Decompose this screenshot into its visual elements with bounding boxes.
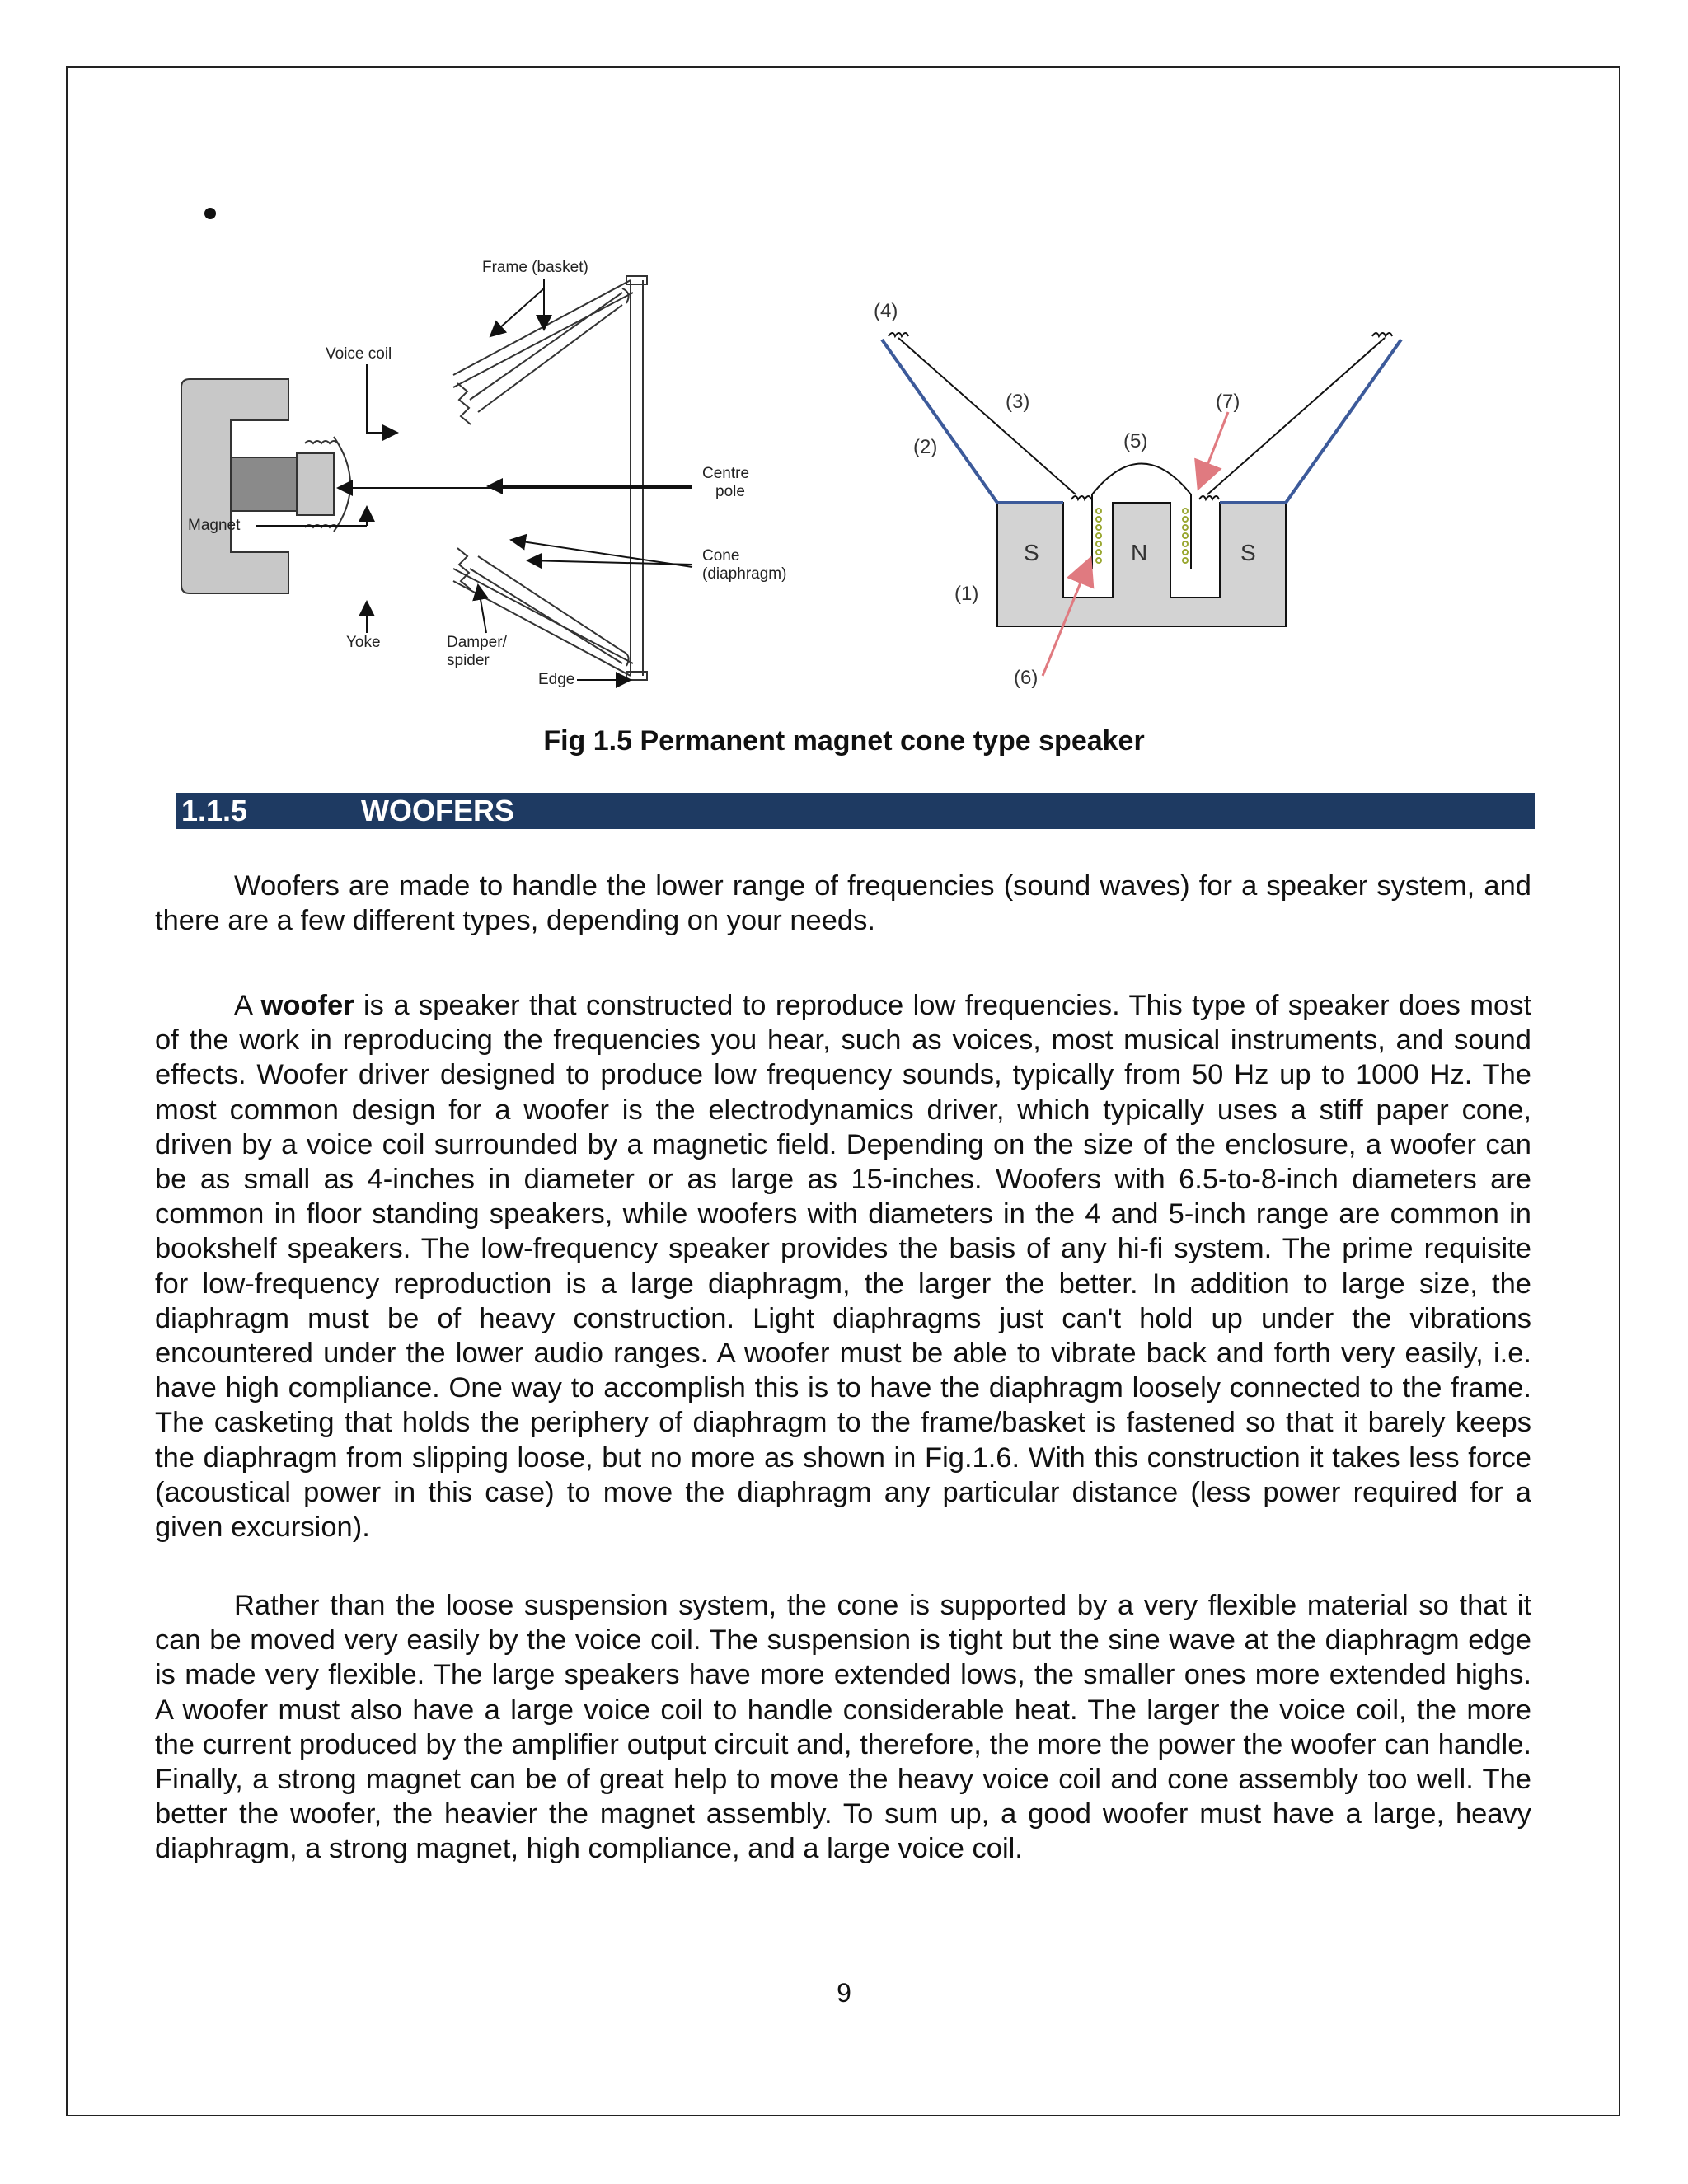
paragraph-woofer-lead: A — [234, 990, 261, 1021]
pole-s-left: S — [1024, 540, 1039, 565]
paragraph-woofer-body: is a speaker that constructed to reproduce low frequencies. This type of speaker does most of the work in reproducing the frequencies you hear, such as voices, most musical instruments, and sound effects. Woofer driver designed to produce low frequency sounds, typically from 50 Hz up to 1000 Hz. The most common design for a woofer is the electrodynamics driver, which typically uses a stiff paper cone, driven by a voice coil surrounded by a magnetic field. Depending on the size of the enclosure, a woofer can be as small as 4-inches in diameter or as large as 15-inches. Woofers with 6.5-to-8-inch diameters are common in floor standing speakers, while woofers with diameters in the 4 and 5-inch range are common in bookshelf speakers. The low-frequency speaker provides the basis of any hi-fi system. The prime requisite for low-frequency reproduction is a large diaphragm, the larger the better. In addition to large size, the diaphragm must be of heavy construction. Light diaphragms just can't hold up under the vibrations encountered under the lower audio ranges. A woofer must be able to vibrate back and forth very easily, i.e. have high compliance. One way to accomplish this is to have the diaphragm loosely connected to the frame. The casketing that holds the periphery of diaphragm to the frame/basket is fastened so that it barely keeps the diaphragm from slipping loose, but no more as shown in Fig.1.6. With this construction it takes less force (acoustical power in this case) to move the diaphragm any particular distance (less power required for a given excursion). — [155, 990, 1531, 1544]
label-num-1: (1) — [954, 583, 979, 605]
label-diaphragm: (diaphragm) — [702, 565, 787, 583]
cone-shape — [470, 293, 622, 663]
label-num-4: (4) — [874, 300, 898, 322]
label-num-7: (7) — [1216, 391, 1240, 413]
paragraph-woofer-definition — [155, 988, 1531, 1544]
bullet-point — [204, 208, 216, 219]
label-num-6: (6) — [1014, 667, 1039, 689]
label-centre: Centre — [702, 465, 750, 482]
label-magnet: Magnet — [188, 517, 241, 534]
label-spider: spider — [447, 652, 490, 669]
label-yoke: Yoke — [346, 634, 381, 651]
label-num-3: (3) — [1006, 391, 1030, 413]
spider-shape — [457, 383, 471, 424]
paragraph-intro: Woofers are made to handle the lower range of frequencies (sound waves) for a speaker system, and there are a few different types, depending on your needs. — [155, 870, 1531, 937]
section-title: WOOFERS — [361, 794, 514, 827]
surround-shape — [882, 340, 1401, 503]
label-pole: pole — [715, 483, 745, 500]
edge-shape — [622, 288, 629, 666]
pole-s-right: S — [1240, 540, 1256, 565]
speaker-schematic-diagram — [865, 297, 1442, 692]
label-num-2: (2) — [913, 436, 938, 458]
label-damper: Damper/ — [447, 634, 507, 651]
magnet-shape — [231, 457, 297, 511]
label-frame-basket: Frame (basket) — [482, 259, 588, 276]
figure-caption: Fig 1.5 Permanent magnet cone type speaker — [543, 725, 1145, 757]
label-cone: Cone — [702, 547, 740, 565]
centre-pole-shape — [297, 453, 334, 515]
term-woofer: woofer — [260, 990, 354, 1021]
section-number: 1.1.5 — [181, 794, 248, 827]
label-num-5: (5) — [1123, 430, 1148, 452]
paragraph-suspension: Rather than the loose suspension system, the cone is supported by a very flexible material so that it can be moved very easily by the voice coil. The suspension is tight but the sine wave at the diaphragm edge is made very flexible. The large speakers have more extended lows, the smaller ones more extended highs. A woofer must also have a large voice coil to handle considerable heat. The larger the voice coil, the more the current produced by the amplifier output circuit and, therefore, the more the power the woofer can handle. Finally, a strong magnet can be of great help to move the heavy voice coil and cone assembly too well. The better the woofer, the heavier the magnet assembly. To sum up, a good woofer must have a large, heavy diaphragm, a strong magnet, high compliance, and a large voice coil. — [155, 1590, 1531, 1865]
section-heading-bar — [176, 793, 1535, 829]
label-voice-coil: Voice coil — [326, 345, 392, 363]
speaker-cross-section-diagram — [181, 255, 841, 701]
page-number: 9 — [837, 1978, 851, 2008]
pole-n: N — [1131, 540, 1148, 565]
label-edge: Edge — [538, 671, 575, 688]
